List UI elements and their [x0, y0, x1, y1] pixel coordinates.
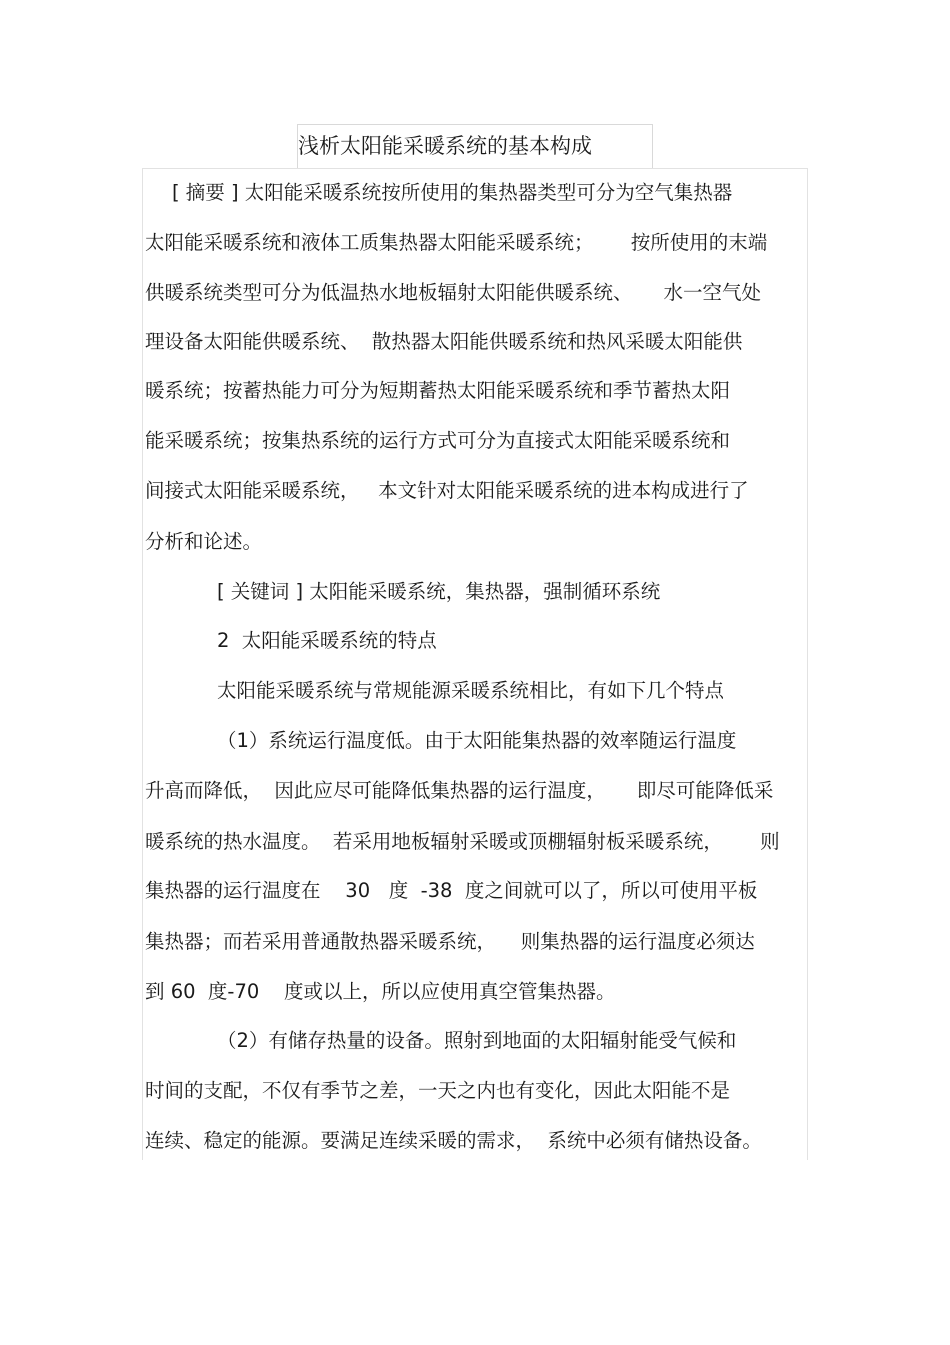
- point2-line-2: 时间的支配，不仅有季节之差，一天之内也有变化，因此太阳能不是: [145, 1079, 731, 1102]
- abstract-line-4: 理设备太阳能供暖系统、 散热器太阳能供暖系统和热风采暖太阳能供: [145, 330, 743, 353]
- abstract-line-6: 能采暖系统；按集热系统的运行方式可分为直接式太阳能采暖系统和: [145, 429, 731, 452]
- point1-line-2: 升高而降低， 因此应尽可能降低集热器的运行温度， 即尽可能降低采: [145, 779, 774, 802]
- abstract-line-3: 供暖系统类型可分为低温热水地板辐射太阳能供暖系统、 水一空气处: [145, 281, 761, 304]
- point1-line-5: 集热器；而若采用普通散热器采暖系统， 则集热器的运行温度必须达: [145, 930, 755, 953]
- document-title: 浅析太阳能采暖系统的基本构成: [298, 134, 592, 158]
- section-heading: 2 太阳能采暖系统的特点: [217, 629, 437, 652]
- keywords-line: [ 关键词 ] 太阳能采暖系统，集热器，强制循环系统: [217, 580, 661, 603]
- section-intro: 太阳能采暖系统与常规能源采暖系统相比，有如下几个特点: [217, 679, 725, 702]
- point1-line-6: 到 60 度-70 度或以上，所以应使用真空管集热器。: [145, 980, 616, 1003]
- abstract-line-7: 间接式太阳能采暖系统， 本文针对太阳能采暖系统的进本构成进行了: [145, 479, 749, 502]
- abstract-line-5: 暖系统；按蓄热能力可分为短期蓄热太阳能采暖系统和季节蓄热太阳: [145, 379, 731, 402]
- abstract-line-1: [ 摘要 ] 太阳能采暖系统按所使用的集热器类型可分为空气集热器: [172, 181, 733, 204]
- abstract-line-2: 太阳能采暖系统和液体工质集热器太阳能采暖系统； 按所使用的末端: [145, 231, 768, 254]
- point2-line-3: 连续、稳定的能源。要满足连续采暖的需求， 系统中必须有储热设备。: [145, 1129, 762, 1152]
- point1-line-4: 集热器的运行温度在 30 度 -38 度之间就可以了，所以可使用平板: [145, 879, 758, 902]
- point2-line-1: （2）有储存热量的设备。照射到地面的太阳辐射能受气候和: [217, 1029, 737, 1052]
- body-frame: [142, 168, 808, 1160]
- point1-line-1: （1）系统运行温度低。由于太阳能集热器的效率随运行温度: [217, 729, 737, 752]
- abstract-line-8: 分析和论述。: [145, 530, 263, 553]
- point1-line-3: 暖系统的热水温度。 若采用地板辐射采暖或顶棚辐射板采暖系统， 则: [145, 830, 780, 853]
